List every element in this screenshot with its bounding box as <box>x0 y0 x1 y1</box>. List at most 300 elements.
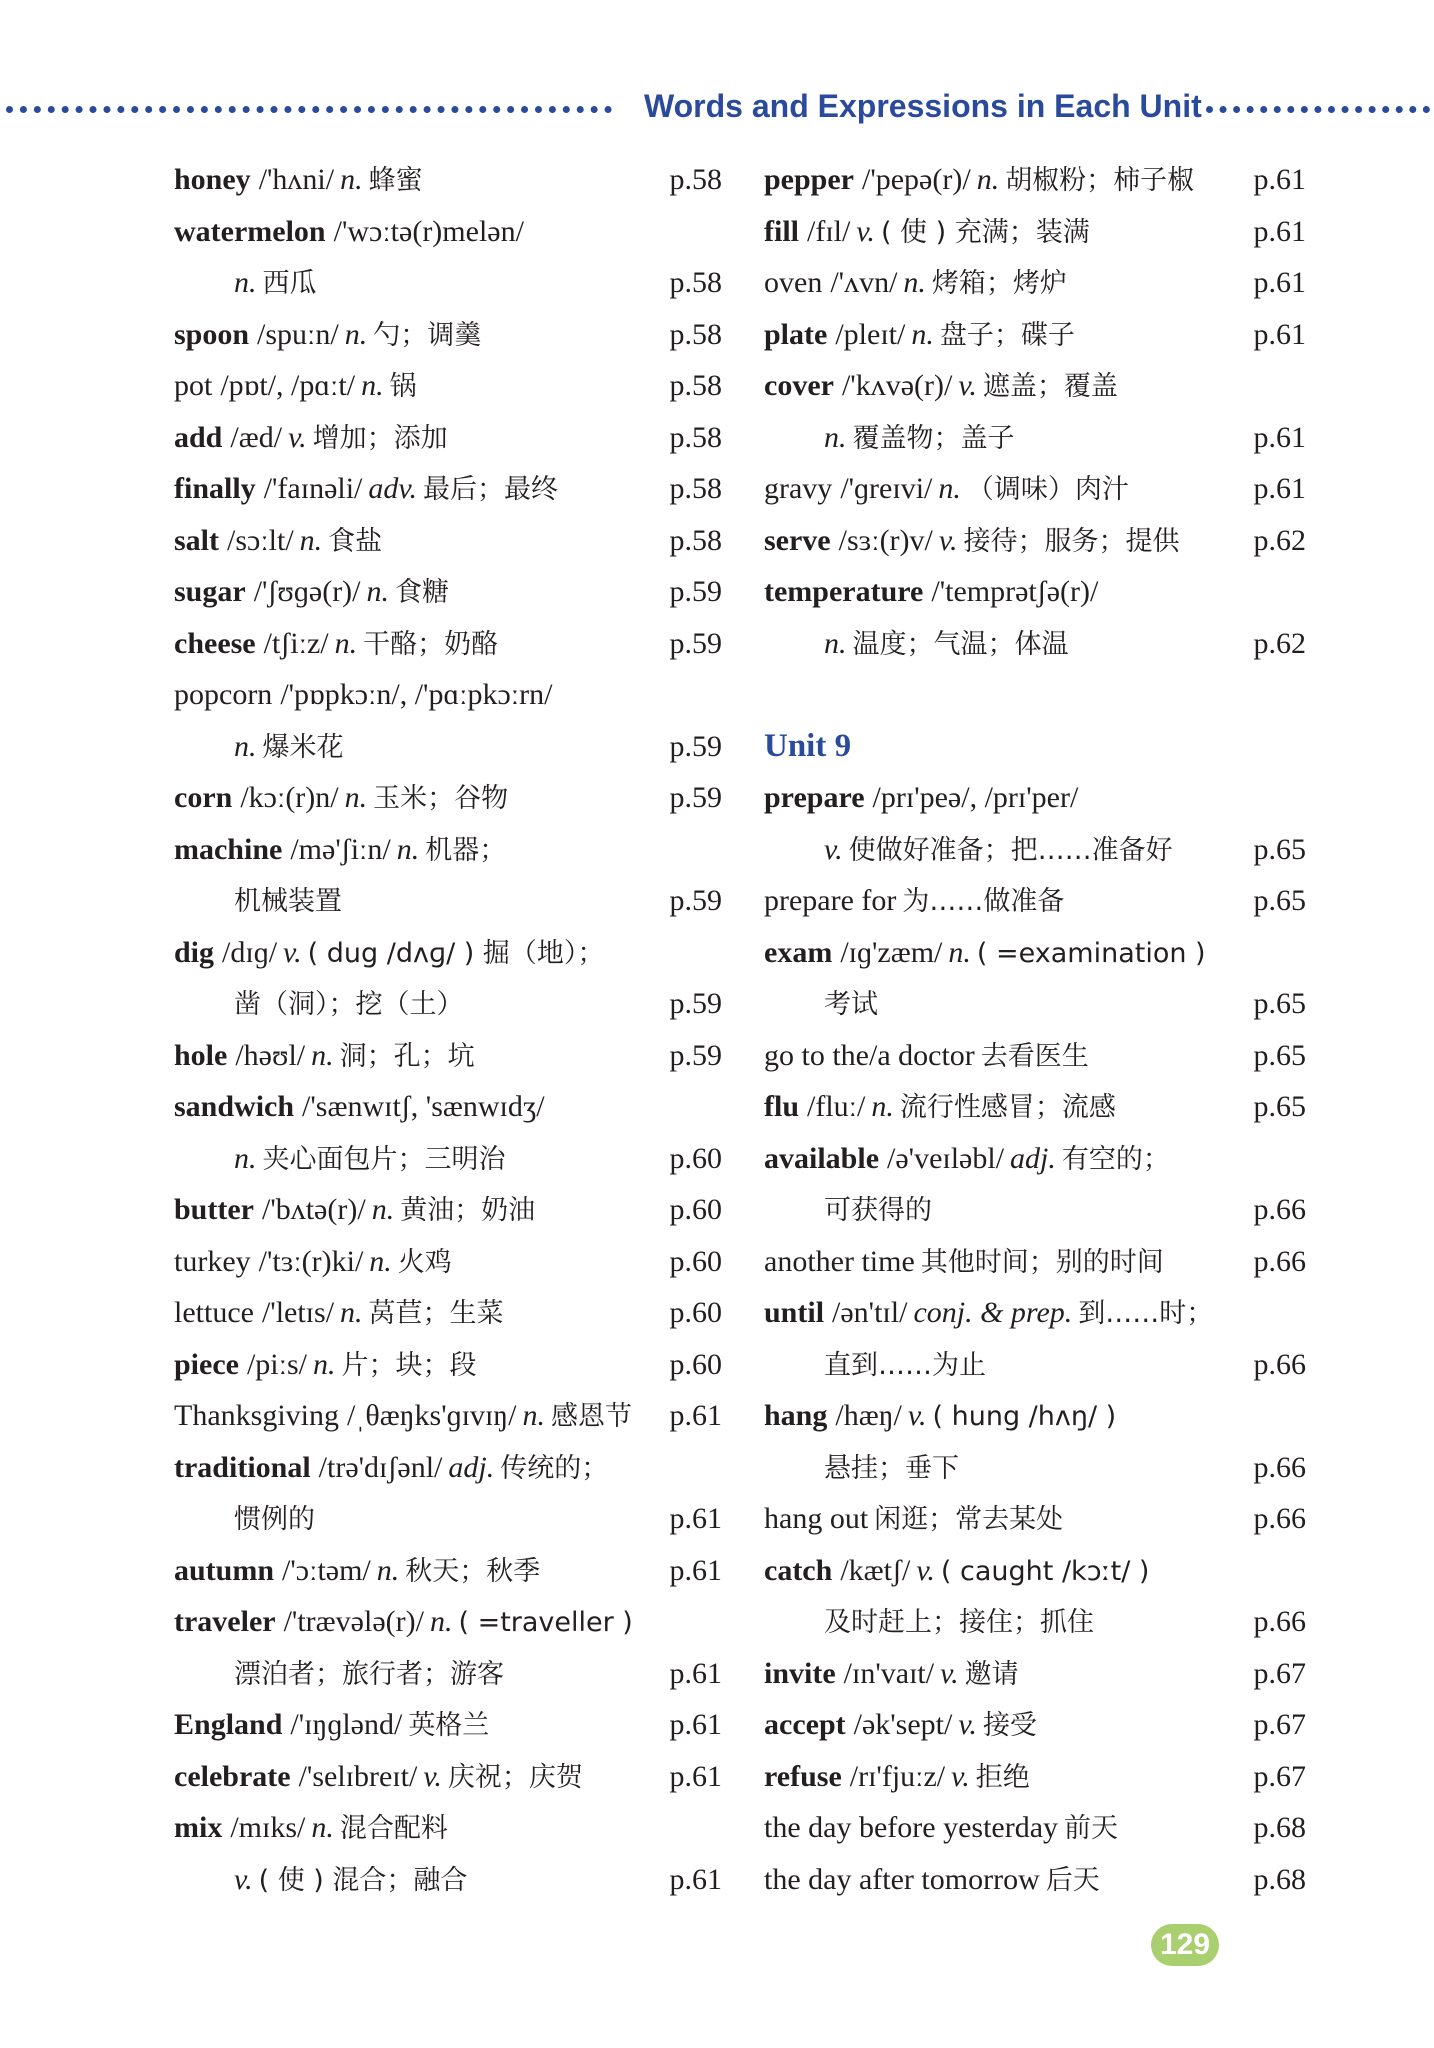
definition: ( dug /dʌɡ/ ) 掘（地）； <box>307 937 605 969</box>
glossary-entry <box>764 1133 1306 1185</box>
phonetic: /'tɜː(r)ki/ <box>258 1244 364 1278</box>
glossary-entry-continuation <box>764 618 1306 670</box>
definition: 覆盖物；盖子 <box>852 422 1015 454</box>
headword: pot <box>174 369 213 402</box>
headword: hole <box>174 1038 228 1072</box>
unit-heading: Unit 9 <box>764 727 852 764</box>
definition: 最后；最终 <box>422 474 558 505</box>
part-of-speech: n. <box>361 369 384 402</box>
definition: 后天 <box>1045 1864 1100 1896</box>
page-ref: p.60 <box>669 1244 722 1278</box>
glossary-entry <box>174 669 722 721</box>
glossary-entry <box>174 1236 722 1288</box>
page-ref: p.65 <box>1253 832 1306 866</box>
part-of-speech: n. <box>311 1811 334 1844</box>
phonetic: /'letɪs/ <box>261 1296 335 1329</box>
part-of-speech: n. <box>976 163 1000 196</box>
headword: gravy <box>764 472 833 505</box>
part-of-speech: n. <box>369 1244 392 1278</box>
phonetic: /kætʃ/ <box>840 1553 911 1587</box>
definition: 有空的； <box>1061 1143 1170 1175</box>
phonetic: /fɪl/ <box>807 214 851 248</box>
definition: 食糖 <box>395 577 450 608</box>
glossary-entry <box>174 618 722 670</box>
glossary-entry <box>174 412 722 464</box>
glossary-entry-continuation <box>174 1493 722 1545</box>
phonetic: /ən'tɪl/ <box>832 1296 908 1329</box>
definition: 拒绝 <box>975 1761 1030 1793</box>
headword: corn <box>174 781 233 814</box>
glossary-entry <box>764 1030 1306 1082</box>
headword: until <box>764 1296 825 1329</box>
page-ref: p.65 <box>1253 884 1306 917</box>
part-of-speech: n. <box>234 729 257 763</box>
part-of-speech: v. <box>907 1399 927 1432</box>
page-ref: p.61 <box>669 1502 722 1535</box>
phonetic: /'ʌvn/ <box>830 266 898 299</box>
part-of-speech: v. <box>958 1708 977 1741</box>
glossary-entry <box>764 566 1306 618</box>
phonetic: /'ɔːtəm/ <box>282 1553 371 1587</box>
headword: pepper <box>764 163 854 196</box>
headword: serve <box>764 523 831 557</box>
headword: butter <box>174 1193 254 1226</box>
glossary-entry <box>174 824 722 876</box>
definition: 温度；气温；体温 <box>852 628 1069 660</box>
headword: available <box>764 1141 880 1175</box>
headword: catch <box>764 1553 833 1587</box>
definition: 直到……为止 <box>824 1349 986 1381</box>
headword: salt <box>174 523 219 557</box>
headword: finally <box>174 472 256 505</box>
glossary-entry-continuation <box>174 1648 722 1700</box>
glossary-entry <box>764 1390 1306 1442</box>
definition: ( =examination ) <box>976 937 1206 969</box>
phonetic: /'hʌni/ <box>258 163 335 196</box>
glossary-entry <box>764 463 1306 515</box>
headword: flu <box>764 1090 800 1123</box>
page-ref: p.58 <box>669 317 722 351</box>
part-of-speech: n. <box>344 781 368 814</box>
page-ref: p.61 <box>669 1862 722 1896</box>
phonetic: /'pepə(r)/ <box>862 163 971 196</box>
phonetic: /pleɪt/ <box>835 317 906 351</box>
page-ref: p.58 <box>669 523 722 557</box>
page-ref: p.59 <box>669 575 722 608</box>
definition: 蜂蜜 <box>368 165 423 196</box>
definition: 勺；调羹 <box>373 319 482 351</box>
glossary-entry <box>174 309 722 361</box>
phonetic: /ək'sept/ <box>853 1708 953 1741</box>
definition: 惯例的 <box>234 1504 315 1535</box>
phonetic: /rɪ'fjuːz/ <box>849 1759 946 1793</box>
definition: 胡椒粉；柿子椒 <box>1005 165 1195 196</box>
page-ref: p.62 <box>1253 626 1306 660</box>
phonetic: /'temprətʃə(r)/ <box>931 575 1099 608</box>
phonetic: /'sænwɪtʃ, 'sænwɪdʒ/ <box>302 1090 545 1123</box>
headword: prepare <box>764 781 865 814</box>
definition: 爆米花 <box>262 731 344 763</box>
page-ref: p.59 <box>669 729 722 763</box>
page-ref: p.61 <box>1253 472 1306 505</box>
definition: 闲逛；常去某处 <box>874 1504 1064 1535</box>
section-header <box>0 84 1434 134</box>
page-ref: p.61 <box>1253 266 1306 299</box>
headword: temperature <box>764 575 924 608</box>
part-of-speech: n. <box>522 1399 545 1432</box>
definition: 使做好准备；把……准备好 <box>848 834 1173 866</box>
glossary-entry <box>764 1545 1306 1597</box>
part-of-speech: v. <box>951 1759 970 1793</box>
glossary-entry-continuation <box>174 875 722 927</box>
part-of-speech: v. <box>938 523 958 557</box>
phonetic: /mə'ʃiːn/ <box>290 832 391 866</box>
glossary-entry <box>764 360 1306 412</box>
phonetic: /'faɪnəli/ <box>263 472 363 505</box>
glossary-entry <box>764 257 1306 309</box>
glossary-entry-continuation <box>764 1442 1306 1494</box>
page-ref: p.59 <box>669 987 722 1020</box>
glossary-entry <box>174 1699 722 1751</box>
glossary-entry <box>764 1493 1306 1545</box>
headword: exam <box>764 935 833 969</box>
definition: 烤箱；烤炉 <box>931 268 1067 299</box>
definition: 黄油；奶油 <box>400 1195 536 1226</box>
page-ref: p.58 <box>669 420 722 454</box>
headword: machine <box>174 832 283 866</box>
phonetic: /'wɔːtə(r)melən/ <box>333 214 524 248</box>
glossary-entry <box>174 360 722 412</box>
glossary-entry <box>764 772 1306 824</box>
glossary-entry-continuation <box>764 1596 1306 1648</box>
part-of-speech: n. <box>948 935 971 969</box>
part-of-speech: n. <box>344 317 368 351</box>
glossary-entry <box>174 1545 722 1597</box>
glossary-entry <box>764 1751 1306 1803</box>
definition: ( =traveller ) <box>458 1607 633 1638</box>
part-of-speech: v. <box>824 832 843 866</box>
phonetic: /trə'dɪʃənl/ <box>318 1450 443 1484</box>
part-of-speech: v. <box>940 1656 959 1690</box>
page-ref: p.59 <box>669 781 722 814</box>
glossary-entry <box>764 206 1306 258</box>
part-of-speech: n. <box>824 420 847 454</box>
headword: add <box>174 420 223 454</box>
definition: 邀请 <box>964 1658 1019 1690</box>
header-title: Words and Expressions in Each Unit <box>644 88 1202 124</box>
definition: 可获得的 <box>824 1195 932 1226</box>
phonetic: /piːs/ <box>246 1347 307 1381</box>
definition: 凿（洞）；挖（土） <box>234 989 464 1020</box>
definition: 食盐 <box>328 525 383 557</box>
part-of-speech: v. <box>856 214 875 248</box>
phonetic: /hæŋ/ <box>835 1399 902 1432</box>
headword: popcorn <box>174 678 273 711</box>
glossary-entry <box>174 1030 722 1082</box>
page-ref: p.60 <box>669 1296 722 1329</box>
definition: 混合配料 <box>339 1813 448 1844</box>
definition: 洞；孔；坑 <box>339 1040 475 1072</box>
page-ref: p.61 <box>669 1399 722 1432</box>
headword: honey <box>174 163 251 196</box>
page-ref: p.65 <box>1253 987 1306 1020</box>
page-ref: p.66 <box>1253 1502 1306 1535</box>
headword: sugar <box>174 575 246 608</box>
definition: ( 使 ) 充满；装满 <box>880 216 1090 248</box>
phonetic: /kɔː(r)n/ <box>240 781 339 814</box>
definition: 增加；添加 <box>312 422 448 454</box>
definition: 其他时间；别的时间 <box>920 1246 1164 1278</box>
page-ref: p.66 <box>1253 1244 1306 1278</box>
page-ref: p.60 <box>669 1193 722 1226</box>
part-of-speech: adj. <box>448 1450 495 1484</box>
definition: ( hung /hʌŋ/ ) <box>932 1401 1117 1432</box>
glossary-entry <box>174 154 722 206</box>
part-of-speech: n. <box>371 1193 395 1226</box>
definition: ( 使 ) 混合；融合 <box>258 1864 468 1896</box>
part-of-speech: n. <box>340 163 363 196</box>
definition: ( caught /kɔːt/ ) <box>940 1555 1150 1587</box>
glossary-column-right <box>764 154 1306 1905</box>
headword: traveler <box>174 1605 276 1638</box>
definition: 接受 <box>982 1710 1037 1741</box>
glossary-entry-continuation <box>174 1854 722 1906</box>
phonetic: /dɪɡ/ <box>222 935 278 969</box>
spacer <box>764 669 1306 721</box>
glossary-entry <box>174 1390 722 1442</box>
glossary-entry <box>174 566 722 618</box>
definition: 传统的； <box>500 1452 609 1484</box>
part-of-speech: n. <box>311 1038 334 1072</box>
glossary-entry-continuation <box>764 1184 1306 1236</box>
headword: prepare for <box>764 884 897 917</box>
phonetic: /sɔːlt/ <box>227 523 294 557</box>
definition: 火鸡 <box>397 1246 452 1278</box>
headword: spoon <box>174 317 250 351</box>
definition: 玉米；谷物 <box>373 783 509 814</box>
page-ref: p.66 <box>1253 1347 1306 1381</box>
page-ref: p.61 <box>669 1553 722 1587</box>
headword: traditional <box>174 1450 311 1484</box>
page-number-badge: 129 <box>1151 1924 1219 1966</box>
headword: sandwich <box>174 1090 295 1123</box>
definition: 片；块；段 <box>341 1349 477 1381</box>
page-ref: p.60 <box>669 1141 722 1175</box>
part-of-speech: conj. & prep. <box>913 1296 1073 1329</box>
part-of-speech: v. <box>234 1862 253 1896</box>
part-of-speech: n. <box>340 1296 363 1329</box>
glossary-entry-continuation <box>764 824 1306 876</box>
glossary-entry <box>764 154 1306 206</box>
phonetic: /'pɒpkɔːn/, /'pɑːpkɔːrn/ <box>280 678 553 711</box>
page-ref: p.58 <box>669 163 722 196</box>
phonetic: /prɪ'peə/, /prɪ'per/ <box>872 781 1079 814</box>
definition: 干酪；奶酪 <box>363 628 499 660</box>
part-of-speech: n. <box>903 266 926 299</box>
page-ref: p.61 <box>1253 420 1306 454</box>
definition: 莴苣；生菜 <box>368 1298 504 1329</box>
phonetic: /ˌθæŋks'ɡɪvɪŋ/ <box>347 1399 517 1432</box>
page-ref: p.67 <box>1253 1708 1306 1741</box>
phonetic: /həʊl/ <box>235 1038 306 1072</box>
definition: 庆祝；庆贺 <box>447 1761 583 1793</box>
definition: 英格兰 <box>408 1710 490 1741</box>
glossary-entry <box>764 875 1306 927</box>
part-of-speech: n. <box>334 626 358 660</box>
definition: （调味）肉汁 <box>966 474 1129 505</box>
part-of-speech: n. <box>824 626 847 660</box>
headword: turkey <box>174 1244 251 1278</box>
page-ref: p.59 <box>669 884 722 917</box>
definition: 到……时； <box>1078 1298 1214 1329</box>
glossary-entry <box>174 463 722 515</box>
page-ref: p.67 <box>1253 1656 1306 1690</box>
headword: the day after tomorrow <box>764 1862 1040 1896</box>
glossary-entry <box>764 1802 1306 1854</box>
glossary-entry <box>174 927 722 979</box>
part-of-speech: n. <box>376 1553 400 1587</box>
page-ref: p.66 <box>1253 1193 1306 1226</box>
part-of-speech: n. <box>911 317 934 351</box>
definition: 秋天；秋季 <box>405 1555 541 1587</box>
headword: invite <box>764 1656 836 1690</box>
part-of-speech: adv. <box>368 472 417 505</box>
part-of-speech: n. <box>234 266 257 299</box>
headword: hang out <box>764 1502 869 1535</box>
glossary-entry <box>764 515 1306 567</box>
glossary-entry-continuation <box>764 978 1306 1030</box>
definition: 流行性感冒；流感 <box>899 1092 1116 1123</box>
headword: cover <box>764 369 834 402</box>
glossary-entry-continuation <box>764 412 1306 464</box>
page-ref: p.58 <box>669 369 722 402</box>
headword: another time <box>764 1244 915 1278</box>
definition: 去看医生 <box>980 1040 1089 1072</box>
part-of-speech: n. <box>366 575 390 608</box>
headword: accept <box>764 1708 846 1741</box>
headword: the day before yesterday <box>764 1811 1059 1844</box>
page-ref: p.61 <box>1253 317 1306 351</box>
part-of-speech: v. <box>958 369 977 402</box>
part-of-speech: v. <box>283 935 302 969</box>
phonetic: /ɪn'vaɪt/ <box>843 1656 935 1690</box>
definition: 接待；服务；提供 <box>963 525 1180 557</box>
glossary-entry-continuation <box>174 1133 722 1185</box>
phonetic: /fluː/ <box>807 1090 866 1123</box>
headword: celebrate <box>174 1759 291 1793</box>
glossary-entry <box>174 772 722 824</box>
definition: 西瓜 <box>262 268 317 299</box>
glossary-entry <box>764 1081 1306 1133</box>
headword: watermelon <box>174 214 326 248</box>
phonetic: /'selɪbreɪt/ <box>298 1759 418 1793</box>
glossary-entry-continuation <box>174 257 722 309</box>
headword: go to the/a doctor <box>764 1038 975 1072</box>
headword: plate <box>764 317 828 351</box>
glossary-entry-continuation <box>174 721 722 773</box>
phonetic: /'trævələ(r)/ <box>283 1605 424 1638</box>
phonetic: /spuːn/ <box>257 317 339 351</box>
phonetic: /æd/ <box>230 420 283 454</box>
glossary-entry <box>174 1596 722 1648</box>
part-of-speech: n. <box>396 832 420 866</box>
part-of-speech: adj. <box>1010 1141 1056 1175</box>
definition: 感恩节 <box>550 1401 632 1432</box>
definition: 遮盖；覆盖 <box>982 371 1118 402</box>
part-of-speech: n. <box>938 472 961 505</box>
headword: oven <box>764 266 823 299</box>
glossary-entry <box>174 1802 722 1854</box>
page-ref: p.65 <box>1253 1038 1306 1072</box>
glossary-entry-continuation <box>174 978 722 1030</box>
definition: 锅 <box>389 371 417 402</box>
page-ref: p.61 <box>669 1759 722 1793</box>
phonetic: /pɒt/, /pɑːt/ <box>220 369 356 402</box>
definition: 为……做准备 <box>902 886 1065 917</box>
glossary-entry-continuation <box>764 1339 1306 1391</box>
page-ref: p.59 <box>669 1038 722 1072</box>
headword: Thanksgiving <box>174 1399 339 1432</box>
phonetic: /'ɡreɪvi/ <box>840 472 933 505</box>
glossary-entry <box>764 1287 1306 1339</box>
glossary-entry <box>174 206 722 258</box>
part-of-speech: v. <box>916 1553 935 1587</box>
headword: piece <box>174 1347 239 1381</box>
page-ref: p.61 <box>1253 214 1306 248</box>
page-ref: p.61 <box>1253 163 1306 196</box>
definition: 及时赶上；接住；抓住 <box>824 1607 1094 1638</box>
phonetic: /tʃiːz/ <box>263 626 329 660</box>
glossary-entry <box>174 1287 722 1339</box>
glossary-column-left <box>174 154 722 1905</box>
page-ref: p.61 <box>669 1656 722 1690</box>
glossary-entry <box>174 1442 722 1494</box>
part-of-speech: n. <box>234 1141 257 1175</box>
phonetic: /'bʌtə(r)/ <box>261 1193 366 1226</box>
part-of-speech: v. <box>288 420 307 454</box>
definition: 考试 <box>824 989 878 1020</box>
phonetic: /ə'veɪləbl/ <box>887 1141 1005 1175</box>
glossary-entry <box>764 1854 1306 1906</box>
definition: 机器； <box>425 834 507 866</box>
headword: hang <box>764 1399 828 1432</box>
definition: 盘子；碟子 <box>939 319 1075 351</box>
headword: fill <box>764 214 799 248</box>
glossary-entry <box>174 1339 722 1391</box>
part-of-speech: n. <box>871 1090 894 1123</box>
page-ref: p.62 <box>1253 523 1306 557</box>
page-ref: p.60 <box>669 1347 722 1381</box>
glossary-entry <box>764 1699 1306 1751</box>
phonetic: /sɜː(r)v/ <box>838 523 933 557</box>
page-ref: p.65 <box>1253 1090 1306 1123</box>
page-ref: p.68 <box>1253 1862 1306 1896</box>
part-of-speech: n. <box>312 1347 336 1381</box>
glossary-entry <box>174 1184 722 1236</box>
part-of-speech: n. <box>429 1605 453 1638</box>
phonetic: /'kʌvə(r)/ <box>841 369 953 402</box>
definition: 机械装置 <box>234 886 342 917</box>
glossary-entry <box>764 1648 1306 1700</box>
page-ref: p.67 <box>1253 1759 1306 1793</box>
dotted-rule-left <box>6 106 612 113</box>
glossary-entry <box>174 515 722 567</box>
page-ref: p.58 <box>669 266 722 299</box>
phonetic: /ɪɡ'zæm/ <box>840 935 943 969</box>
glossary-entry <box>764 309 1306 361</box>
headword: dig <box>174 935 215 969</box>
definition: 悬挂；垂下 <box>824 1452 959 1484</box>
